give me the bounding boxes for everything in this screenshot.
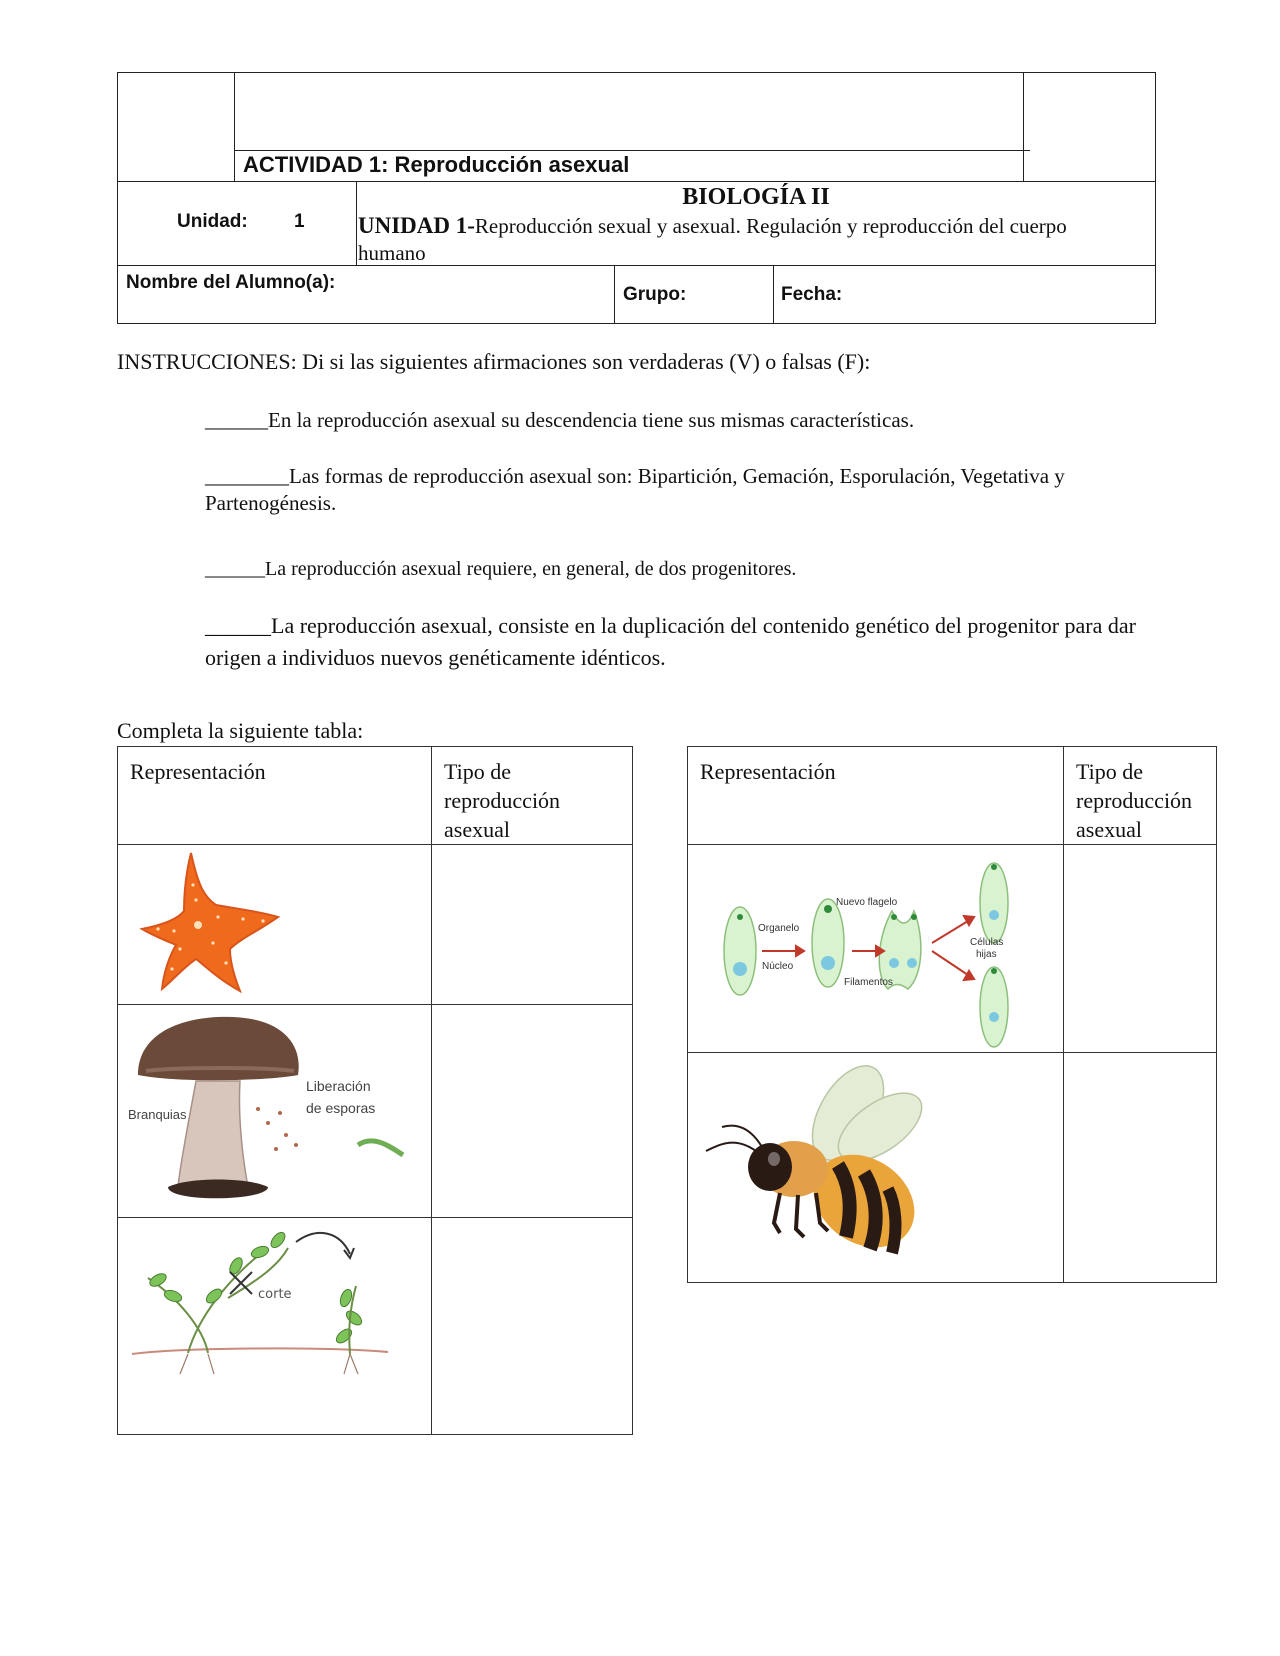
answer-blank-4[interactable]: ______ [205,613,271,638]
plant-cutting-image [118,1218,407,1434]
right-header-type: Tipo de reproducción asexual [1064,747,1217,845]
left-header-type: Tipo de reproducción asexual [432,747,633,845]
binary-fission-image [688,845,1039,1052]
left-table [117,746,633,1435]
label-filaments: Filamentos [844,977,893,988]
statement-1 [205,406,1155,435]
statement-4-text: La reproducción asexual, consiste en la duplicación del contenido genético del progenitor para dar origen a individuos nuevos genéticamente idénticos. [205,613,1136,670]
bee-answer-cell[interactable] [1064,1053,1217,1283]
activity-title: ACTIVIDAD 1: Reproducción asexual [243,152,630,177]
statement-1-text: En la reproducción asexual su descendencia tiene sus mismas características. [268,408,915,432]
starfish-image [118,845,407,1004]
group-label: Grupo: [623,284,687,305]
mushroom-cell [118,1005,432,1218]
answer-blank-1[interactable]: ______ [205,408,268,432]
label-daughters-1: Células [970,937,1004,948]
label-nucleus: Núcleo [762,961,794,972]
label-daughters-2: hijas [976,949,997,960]
statement-2 [205,463,1155,517]
statement-3-text: La reproducción asexual requiere, en general, de dos progenitores. [265,558,797,580]
euglena-answer-cell[interactable] [1064,845,1217,1053]
plant-answer-cell[interactable] [432,1218,633,1435]
unit-title-bold: UNIDAD 1- [358,213,475,238]
mushroom-image [118,1005,407,1217]
unit-title-rest: Reproducción sexual y asexual. Regulación y reproducción del cuerpo humano [358,214,1067,265]
starfish-cell [118,845,432,1005]
label-release: Liberación [306,1078,371,1094]
bee-image [688,1053,1039,1282]
bee-cell [688,1053,1064,1283]
label-cut: corte [258,1287,292,1302]
mushroom-answer-cell[interactable] [432,1005,633,1218]
label-organelle: Organelo [758,923,800,934]
answer-blank-3[interactable]: ______ [205,558,265,580]
right-header-representation: Representación [688,747,1064,845]
label-gills: Branquias [128,1107,187,1122]
statement-3 [205,555,1155,584]
starfish-answer-cell[interactable] [432,845,633,1005]
label-spores: de esporas [306,1100,376,1116]
plant-cell [118,1218,432,1435]
right-table [687,746,1217,1283]
unit-value: 1 [294,211,305,232]
answer-blank-2[interactable]: ________ [205,464,289,488]
date-label: Fecha: [781,284,843,305]
table-intro: Completa la siguiente tabla: [117,718,364,743]
student-name-label: Nombre del Alumno(a): [126,272,336,293]
unit-title [358,212,1138,267]
statement-4 [205,610,1170,674]
statement-2-text: Las formas de reproducción asexual son: Bipartición, Gemación, Esporulación, Vegetativa y Partenogénesis. [205,464,1065,515]
subject-title: BIOLOGÍA II [682,184,830,210]
instructions-text: INSTRUCCIONES: Di si las siguientes afirmaciones son verdaderas (V) o falsas (F): [117,349,871,374]
unit-label: Unidad: [177,211,248,232]
left-header-representation: Representación [118,747,432,845]
label-flagellum: Nuevo flagelo [836,897,898,908]
euglena-cell [688,845,1064,1053]
